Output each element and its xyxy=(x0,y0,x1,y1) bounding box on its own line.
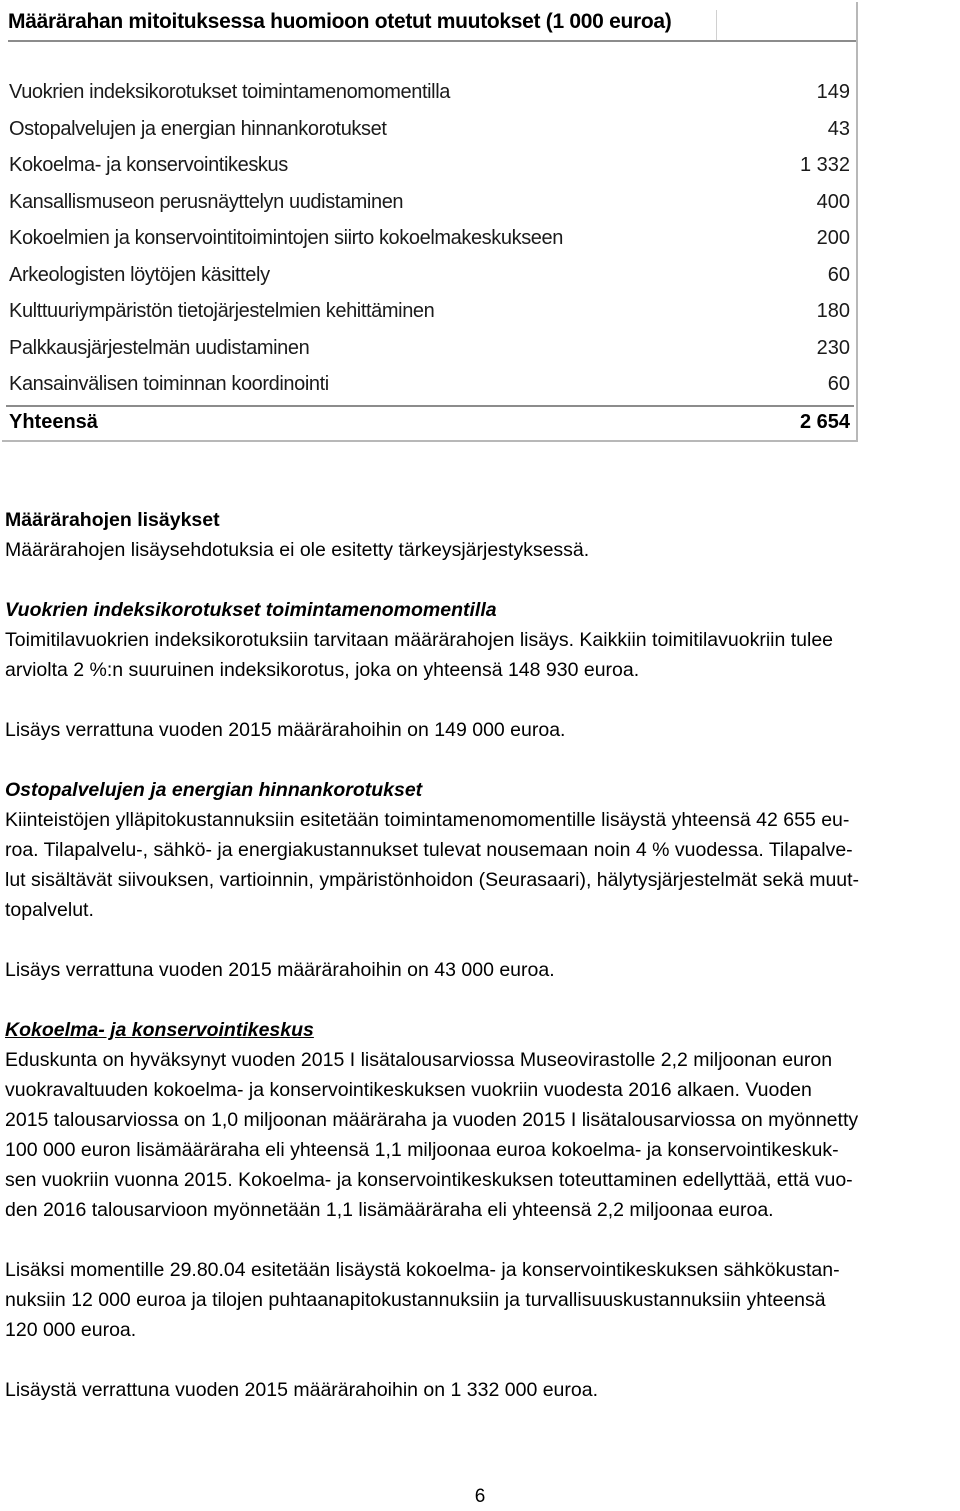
table-row xyxy=(6,369,854,406)
row-label: Kokoelmien ja konservointitoimintojen siirto kokoelmakeskukseen xyxy=(9,227,563,249)
summary-line: Lisäys verrattuna vuoden 2015 määrärahoihin on 149 000 euroa. xyxy=(5,719,566,741)
paragraph-line: 100 000 euron lisämääräraha eli yhteensä 1,1 miljoonaa euroa kokoelma- ja konservointikeskuk- xyxy=(5,1139,839,1161)
row-label: Kulttuuriympäristön tietojärjestelmien kehittäminen xyxy=(9,300,435,322)
paragraph-line: 2015 talousarviossa on 1,0 miljoonan määräraha ja vuoden 2015 I lisätalousarviossa on myönnetty xyxy=(5,1109,859,1131)
page-number: 6 xyxy=(474,1486,486,1507)
paragraph-line: sen vuokriin vuonna 2015. Kokoelma- ja konservointikeskuksen toteuttaminen edellyttää, että vuo- xyxy=(5,1169,853,1191)
row-label: Ostopalvelujen ja energian hinnankorotukset xyxy=(9,117,387,140)
total-divider xyxy=(6,405,854,407)
paragraph-line: vuokravaltuuden kokoelma- ja konservointikeskuksen vuokriin vuodesta 2016 alkaen. Vuoden xyxy=(5,1079,812,1101)
paragraph-line: topalvelut. xyxy=(5,899,94,921)
paragraph-line: den 2016 talousarvioon myönnetään 1,1 lisämääräraha eli yhteensä 2,2 miljoonaa euroa. xyxy=(5,1199,774,1221)
paragraph-line: Toimitilavuokrien indeksikorotuksiin tarvitaan määrärahojen lisäys. Kaikkiin toimitilavuokriin tulee xyxy=(5,629,834,651)
paragraph-line: Lisäksi momentille 29.80.04 esitetään lisäystä kokoelma- ja konservointikeskuksen sähkökustan- xyxy=(5,1259,840,1281)
table-row xyxy=(6,114,854,151)
row-label: Kokoelma- ja konservointikeskus xyxy=(9,154,288,176)
paragraph-line: lut sisältävät siivouksen, vartioinnin, ympäristönhoidon (Seurasaari), hälytysjärjestelmät sekä muut- xyxy=(5,869,860,891)
table-header xyxy=(8,10,717,40)
paragraph-line: Kiinteistöjen ylläpitokustannuksiin esitetään toimintamenomomentille lisäystä yhteensä 42 655 eu- xyxy=(5,809,850,831)
table-row xyxy=(6,260,854,297)
table-title: Määrärahan mitoituksessa huomioon otetut muutokset (1 000 euroa) xyxy=(8,10,672,33)
total-label: Yhteensä xyxy=(9,411,98,433)
table-row xyxy=(6,150,854,187)
summary-line: Lisäys verrattuna vuoden 2015 määrärahoihin on 43 000 euroa. xyxy=(5,959,555,981)
row-label: Palkkausjärjestelmän uudistaminen xyxy=(9,336,310,359)
row-value: 149 xyxy=(816,81,850,103)
row-value: 400 xyxy=(816,190,850,213)
table-row xyxy=(6,296,854,333)
row-value: 60 xyxy=(827,373,850,395)
table-row xyxy=(6,187,854,224)
summary-line: Lisäystä verrattuna vuoden 2015 määrärahoihin on 1 332 000 euroa. xyxy=(5,1379,598,1401)
row-value: 1 332 xyxy=(799,154,850,176)
table-row xyxy=(6,333,854,370)
header-divider xyxy=(8,40,856,42)
row-value: 230 xyxy=(816,336,850,359)
section-heading: Kokoelma- ja konservointikeskus xyxy=(5,1019,314,1041)
row-value: 60 xyxy=(827,263,850,286)
total-value: 2 654 xyxy=(799,411,850,433)
paragraph-line: nuksiin 12 000 euroa ja tilojen puhtaanapitokustannuksiin ja turvallisuuskustannuksiin yhteensä xyxy=(5,1289,826,1311)
paragraph-line: Eduskunta on hyväksynyt vuoden 2015 I lisätalousarviossa Museovirastolle 2,2 miljoonan euron xyxy=(5,1049,833,1071)
paragraph-line: 120 000 euroa. xyxy=(5,1319,137,1341)
row-value: 180 xyxy=(816,300,850,322)
document-body xyxy=(5,505,955,1405)
paragraph-line: Määrärahojen lisäysehdotuksia ei ole esitetty tärkeysjärjestyksessä. xyxy=(5,539,590,561)
paragraph-line: roa. Tilapalvelu-, sähkö- ja energiakustannukset tulevat nousemaan noin 4 % vuodessa. Tilapalve- xyxy=(5,839,853,861)
section-heading: Vuokrien indeksikorotukset toimintamenomomentilla xyxy=(5,599,497,621)
paragraph-line: arviolta 2 %:n suuruinen indeksikorotus, joka on yhteensä 148 930 euroa. xyxy=(5,659,640,681)
row-value: 43 xyxy=(827,117,850,140)
row-label: Kansallismuseon perusnäyttelyn uudistaminen xyxy=(9,190,404,213)
table-rows xyxy=(6,77,854,406)
table-row xyxy=(6,77,854,114)
section-heading: Määrärahojen lisäykset xyxy=(5,509,220,531)
table-total-row xyxy=(6,409,854,437)
row-label: Vuokrien indeksikorotukset toimintamenomomentilla xyxy=(9,81,450,103)
row-label: Kansainvälisen toiminnan koordinointi xyxy=(9,373,329,395)
row-label: Arkeologisten löytöjen käsittely xyxy=(9,263,270,286)
section-heading: Ostopalvelujen ja energian hinnankorotukset xyxy=(5,779,423,801)
table-row xyxy=(6,223,854,260)
row-value: 200 xyxy=(816,227,850,249)
